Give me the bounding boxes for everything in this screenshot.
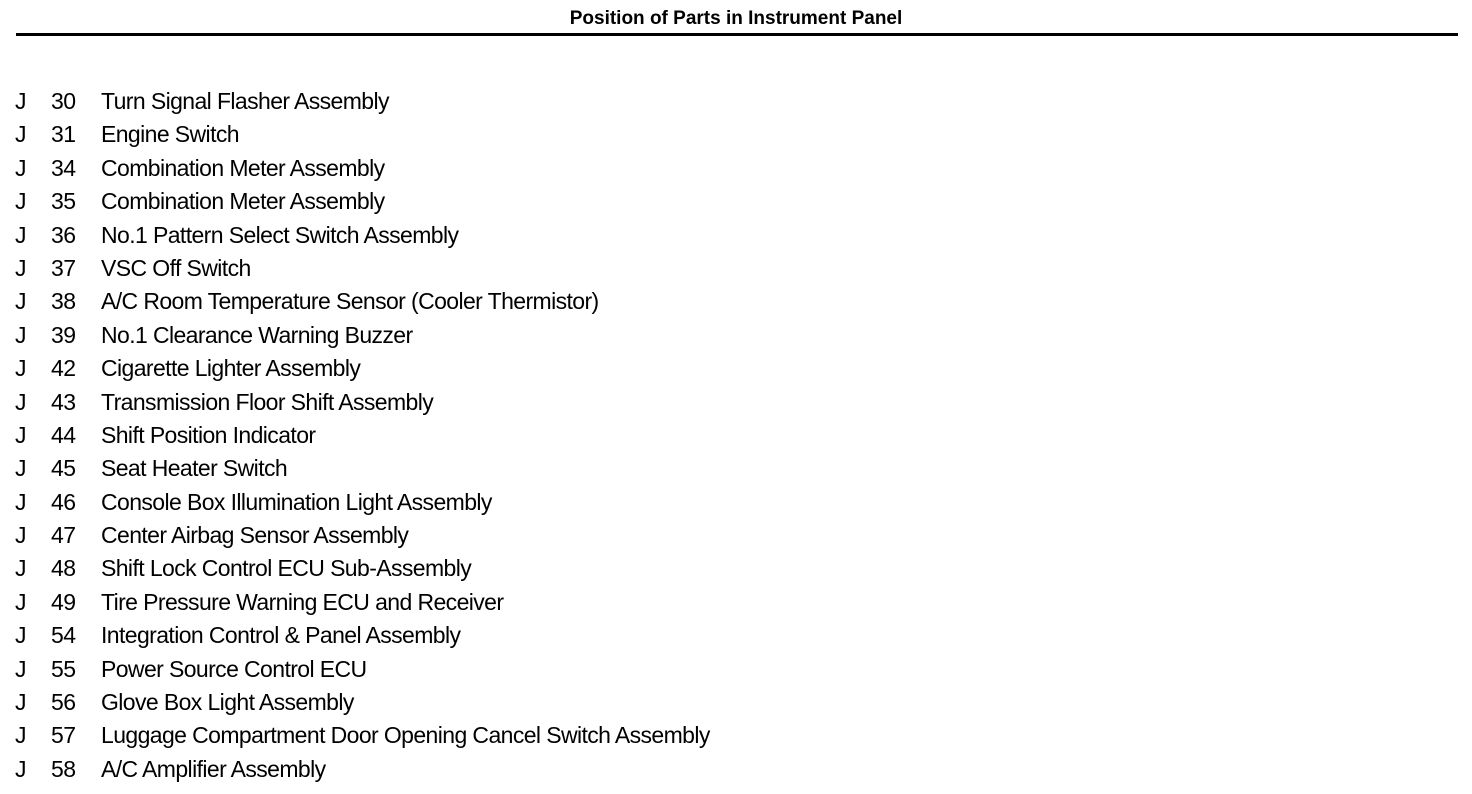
part-name: Engine Switch (101, 121, 239, 148)
part-number: 47 (51, 522, 76, 549)
part-number: 36 (51, 221, 76, 248)
part-name: Integration Control & Panel Assembly (101, 622, 461, 649)
part-number: 38 (51, 288, 76, 315)
part-name: Glove Box Light Assembly (101, 689, 354, 716)
parts-list (0, 85, 1000, 786)
part-prefix: J (15, 622, 26, 649)
part-name: No.1 Clearance Warning Buzzer (101, 321, 413, 348)
part-row-J58 (0, 753, 1000, 786)
part-prefix: J (15, 88, 26, 114)
part-row-J39 (0, 319, 1000, 352)
part-prefix: J (15, 655, 26, 682)
part-name: Combination Meter Assembly (101, 188, 385, 215)
page-title: Position of Parts in Instrument Panel (569, 8, 903, 29)
part-row-J48 (0, 552, 1000, 585)
part-number: 54 (51, 622, 76, 649)
part-row-J57 (0, 719, 1000, 752)
part-name: Console Box Illumination Light Assembly (101, 488, 492, 515)
part-name: Power Source Control ECU (101, 655, 367, 682)
part-prefix: J (15, 388, 26, 415)
part-number: 58 (51, 755, 76, 782)
part-row-J37 (0, 252, 1000, 285)
part-number: 30 (51, 88, 76, 114)
part-prefix: J (15, 555, 26, 582)
part-row-J34 (0, 152, 1000, 185)
part-name: Shift Position Indicator (101, 421, 316, 448)
part-number: 43 (51, 388, 76, 415)
part-number: 48 (51, 555, 76, 582)
part-prefix: J (15, 488, 26, 515)
part-number: 55 (51, 655, 76, 682)
part-name: Tire Pressure Warning ECU and Receiver (101, 588, 504, 615)
part-prefix: J (15, 188, 26, 215)
part-name: Center Airbag Sensor Assembly (101, 522, 409, 549)
part-prefix: J (15, 455, 26, 482)
part-number: 34 (51, 154, 76, 181)
part-name: A/C Amplifier Assembly (101, 755, 326, 782)
part-number: 56 (51, 689, 76, 716)
part-row-J49 (0, 586, 1000, 619)
part-row-J38 (0, 285, 1000, 318)
part-prefix: J (15, 121, 26, 148)
part-prefix: J (15, 722, 26, 749)
part-row-J55 (0, 653, 1000, 686)
part-name: Seat Heater Switch (101, 455, 288, 482)
part-row-J46 (0, 486, 1000, 519)
part-name: No.1 Pattern Select Switch Assembly (101, 221, 459, 248)
part-number: 35 (51, 188, 76, 215)
part-number: 49 (51, 588, 76, 615)
part-prefix: J (15, 321, 26, 348)
part-row-J56 (0, 686, 1000, 719)
part-name: Shift Lock Control ECU Sub-Assembly (101, 555, 472, 582)
part-number: 37 (51, 254, 76, 281)
part-number: 42 (51, 355, 76, 382)
part-name: Combination Meter Assembly (101, 154, 385, 181)
part-name: Luggage Compartment Door Opening Cancel Switch Assembly (101, 722, 710, 749)
part-number: 39 (51, 321, 76, 348)
part-name: Cigarette Lighter Assembly (101, 355, 361, 382)
part-name: Turn Signal Flasher Assembly (101, 88, 389, 114)
part-prefix: J (15, 522, 26, 549)
part-number: 46 (51, 488, 76, 515)
part-number: 45 (51, 455, 76, 482)
part-prefix: J (15, 154, 26, 181)
part-row-J36 (0, 219, 1000, 252)
part-row-J35 (0, 185, 1000, 218)
part-row-J44 (0, 419, 1000, 452)
part-prefix: J (15, 288, 26, 315)
part-prefix: J (15, 755, 26, 782)
part-row-J43 (0, 386, 1000, 419)
part-prefix: J (15, 689, 26, 716)
part-row-J42 (0, 352, 1000, 385)
part-number: 31 (51, 121, 76, 148)
part-row-J47 (0, 519, 1000, 552)
part-row-J31 (0, 118, 1000, 151)
part-number: 57 (51, 722, 76, 749)
part-prefix: J (15, 421, 26, 448)
title-divider (16, 33, 1458, 36)
part-name: A/C Room Temperature Sensor (Cooler Thermistor) (101, 288, 599, 315)
part-number: 44 (51, 421, 76, 448)
part-name: VSC Off Switch (101, 254, 251, 281)
part-prefix: J (15, 254, 26, 281)
part-prefix: J (15, 355, 26, 382)
part-row-J54 (0, 619, 1000, 652)
part-prefix: J (15, 588, 26, 615)
part-name: Transmission Floor Shift Assembly (101, 388, 434, 415)
part-row-J30 (0, 85, 1000, 118)
part-row-J45 (0, 452, 1000, 485)
part-prefix: J (15, 221, 26, 248)
